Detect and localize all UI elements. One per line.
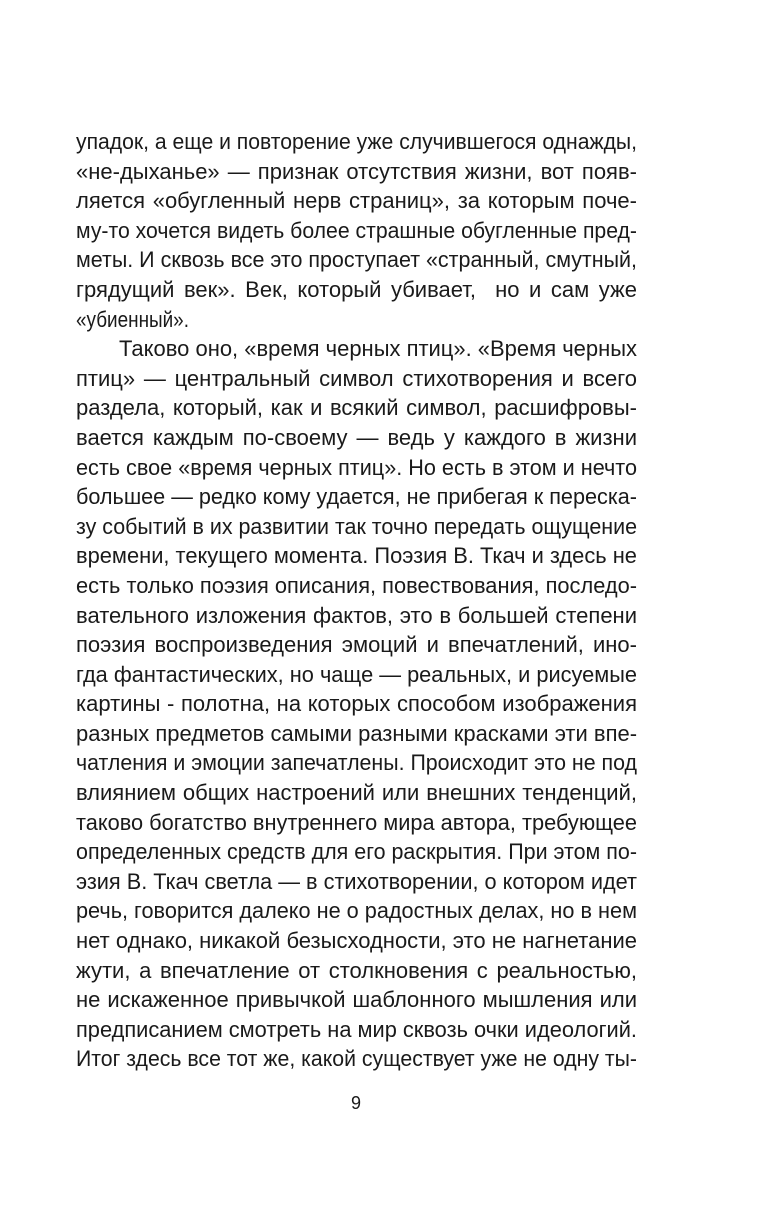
text-line: речь, говорится далеко не о радостных делах, но в нем (76, 898, 637, 924)
text-line: жути, а впечатление от столкновения с реальностью, (76, 957, 637, 983)
page-number: 9 (350, 1093, 361, 1113)
text-line: «не-дыханье» — признак отсутствия жизни, вот появ- (76, 158, 637, 184)
text-line: поэзия воспроизведения эмоций и впечатлений, ино- (76, 632, 637, 658)
text-line: есть только поэзия описания, повествования, последо- (76, 572, 637, 598)
text-line: ляется «обугленный нерв страниц», за которым поче- (76, 188, 637, 214)
paragraph-2 (76, 334, 637, 1074)
body-text (76, 127, 637, 1074)
text-line: эзия В. Ткач светла — в стихотворении, о котором идет (76, 868, 637, 894)
paragraph-1 (76, 127, 637, 334)
text-line: Таково оно, «время черных птиц». «Время черных (119, 336, 638, 362)
text-line: вается каждым по-своему — ведь у каждого в жизни (76, 424, 637, 450)
text-line: предписанием смотреть на мир сквозь очки идеологий. (76, 1016, 637, 1042)
text-line: определенных средств для его раскрытия. При этом по- (76, 839, 638, 865)
text-line: влиянием общих настроений или внешних тенденций, (76, 780, 637, 806)
text-line: нет однако, никакой безысходности, это не нагнетание (76, 928, 637, 954)
text-line: упадок, а еще и повторение уже случившегося однажды, (76, 129, 638, 154)
text-line: есть свое «время черных птиц». Но есть в этом и нечто (76, 454, 638, 480)
text-line: зу событий в их развитии так точно передать ощущение (76, 513, 638, 539)
text-line: грядущий век». Век, который убивает, но и сам уже (76, 276, 637, 302)
text-line: вательного изложения фактов, это в большей степени (76, 602, 637, 628)
text-line: «убиенный». (76, 306, 189, 332)
text-line: не искаженное привычкой шаблонного мышления или (76, 987, 637, 1013)
text-line: чатления и эмоции запечатлены. Происходит это не под (76, 750, 637, 776)
text-line: большее — редко кому удается, не прибегая к переска- (76, 484, 637, 510)
text-line: таково богатство внутреннего мира автора, требующее (76, 809, 638, 835)
text-line: му-то хочется видеть более страшные обугленные пред- (76, 217, 637, 243)
text-line: картины - полотна, на которых способом изображения (76, 691, 637, 717)
text-line: Итог здесь все тот же, какой существует уже не одну ты- (76, 1046, 637, 1072)
text-line: меты. И сквозь все это проступает «странный, смутный, (76, 247, 638, 273)
text-line: разных предметов самыми разными красками эти впе- (76, 720, 638, 746)
text-line: раздела, который, как и всякий символ, расшифровы- (76, 395, 637, 421)
text-line: гда фантастических, но чаще — реальных, и рисуемые (76, 661, 637, 687)
text-line: птиц» — центральный символ стихотворения и всего (76, 365, 637, 391)
text-line: времени, текущего момента. Поэзия В. Ткач и здесь не (76, 543, 637, 569)
